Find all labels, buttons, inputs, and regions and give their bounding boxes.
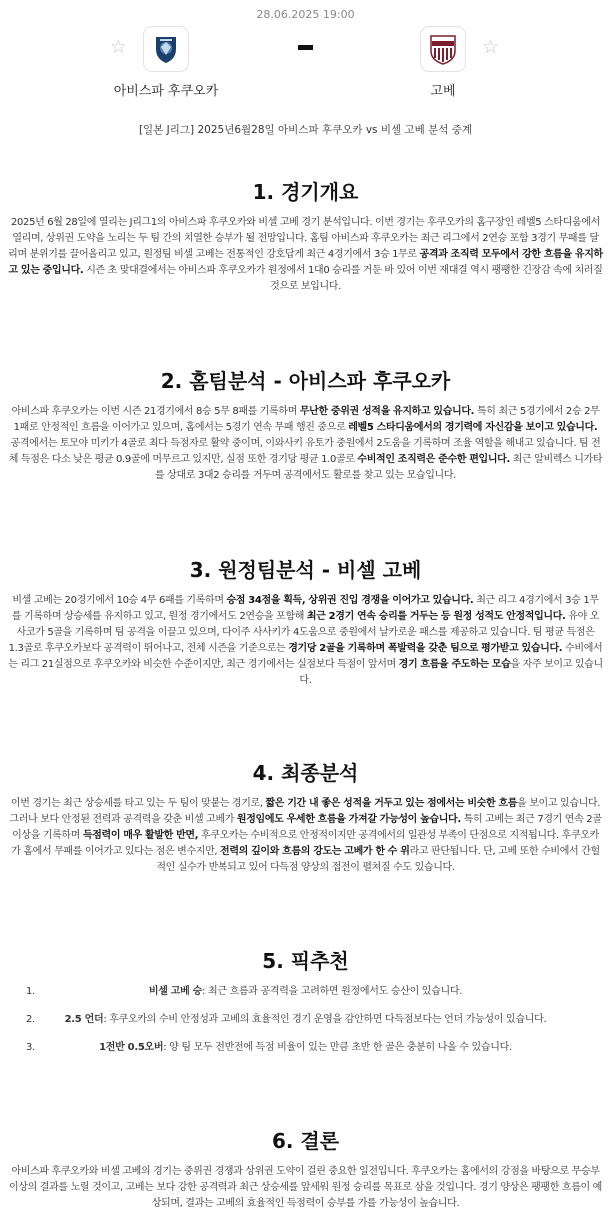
emphasis-text: 전력의 깊이와 흐름의 강도는 고베가 한 수 위	[220, 846, 410, 857]
body-text: 공격에서는 토모야 미키가 4골로 최다 득점자로 활약 중이며, 이와사키 유토가 중원에서 2도움을 기록하며 조율 역할을 해내고 있습니다. 팀 전체 득점은 다소 낮은 평균 0.9골에 머무르고 있지만, 실점 또한 경기당 평균 1.0골로	[8, 438, 601, 465]
emphasis-text: 짧은 기간 내 좋은 성적을 거두고 있는 점에서는 비슷한 흐름	[265, 798, 518, 809]
emphasis-text: 원정임에도 우세한 흐름을 가져갈 가능성이 높습니다.	[236, 814, 461, 825]
body-text: 최근 리그 4경기에서 3승 1무를 기록하며 상승세를 유지하고 있고, 원정 경기에서도 2연승을 포함해	[11, 595, 599, 622]
body-text: 비셀 고베는 20경기에서 10승 4무 6패를 기록하며	[12, 595, 227, 606]
pick-number: 3.	[26, 1042, 35, 1053]
section-away-analysis	[8, 554, 603, 689]
home-team[interactable]	[91, 26, 241, 99]
away-team-name: 고베	[430, 84, 456, 99]
section-overview	[8, 176, 603, 295]
emphasis-text: 득점력이 매우 활발한 반면,	[82, 830, 199, 841]
emphasis-text: 공격과 조직력 모두에서 강한 흐름을 유지하고 있는 중입니다.	[8, 249, 603, 276]
emphasis-text: 레벨5 스타디움에서의 경기력에 자신감을 보이고 있습니다.	[348, 422, 598, 433]
pick-text: : 후쿠오카의 수비 안정성과 고베의 효율적인 경기 운영을 감안하면 다득점보다는 언더 가능성이 있습니다.	[103, 1014, 547, 1025]
section-title: 2. 홈팀분석 - 아비스파 후쿠오카	[160, 369, 451, 393]
away-favorite-star-icon[interactable]: ☆	[482, 36, 500, 58]
body-text: 특히 최근 5경기에서 2승 2무 1패로 안정적인 흐름을 이어가고 있으며, 홈에서는 5경기 연속 무패 행진 중으로	[13, 406, 600, 433]
body-text: 수비에서는 리그 21실점으로 후쿠오카와 비슷한 수준이지만, 최근 경기에서는 실점보다 득점이 앞서며	[8, 643, 603, 670]
section-title: 5. 픽추천	[262, 949, 349, 973]
section-title: 1. 경기개요	[252, 180, 359, 204]
emphasis-text: 무난한 중위권 성적을 유지하고 있습니다.	[299, 406, 475, 417]
home-team-name: 아비스파 후쿠오카	[113, 84, 219, 99]
home-favorite-star-icon[interactable]: ☆	[110, 36, 128, 58]
emphasis-text: 경기 흐름을 주도하는 모습	[398, 659, 511, 670]
body-text: 이번 경기는 최근 상승세를 타고 있는 두 팀이 맞붙는 경기로,	[10, 798, 266, 809]
pick-text: : 양 팀 모두 전반전에 득점 비율이 있는 만큼 초반 한 골은 충분히 나올 수 있습니다.	[163, 1042, 512, 1053]
pick-label: 비셀 고베 승	[148, 986, 203, 997]
avispa-crest-icon	[150, 33, 182, 65]
body-text: 을 자주 보이고 있습니다.	[299, 659, 603, 686]
home-team-logo	[143, 26, 189, 72]
section-title: 4. 최종분석	[252, 761, 359, 785]
body-text: 최근 알비렉스 니가타를 상대로 3대2 승리를 거두며 공격에서도 활로를 찾고 있는 모습입니다.	[155, 454, 603, 481]
pick-item	[8, 984, 603, 1012]
section-conclusion	[8, 1125, 603, 1212]
body-text: 2025년 6월 28일에 열리는 J리그1의 아비스파 후쿠오카와 비셀 고베 경기 분석입니다. 이번 경기는 후쿠오카의 홈구장인 레벨5 스타디움에서 열리며, 상위권 도약을 노리는 두 팀 간의 치열한 승부가 될 전망입니다. 홈팀 아비스파 후쿠오카는 최근 리그에서 2연승 포함 3경기 무패를 달리며 분위기를 끌어올리고 있고, 원정팀 비셀 고베는 전통적인 강호답게 최근 4경기에서 3승 1무로	[8, 217, 600, 260]
section-body	[8, 593, 603, 689]
emphasis-text: 최근 2경기 연속 승리를 거두는 등 원정 성적도 안정적입니다.	[306, 611, 566, 622]
body-text: 특히 고베는 최근 7경기 연속 2골 이상을 기록하며	[12, 814, 602, 841]
section-home-analysis	[8, 365, 603, 484]
pick-item	[8, 1040, 603, 1068]
section-body	[8, 796, 603, 876]
section-picks	[8, 945, 603, 1068]
body-text: 후쿠오카는 수비적으로 안정적이지만 공격에서의 일관성 부족이 단점으로 지적됩니다. 후쿠오카가 홈에서 무패를 이어가고 있다는 점은 변수지만,	[11, 830, 599, 857]
emphasis-text: 경기당 2골을 기록하며 폭발력을 갖춘 팀으로 평가받고 있습니다.	[288, 643, 563, 654]
body-text: 시즌 초 맞대결에서는 아비스파 후쿠오카가 원정에서 1대0 승리를 거둔 바 있어 이번 재대결 역시 팽팽한 긴장감 속에 치러질 것으로 보입니다.	[83, 265, 603, 292]
section-final-analysis	[8, 757, 603, 876]
section-title: 3. 원정팀분석 - 비셀 고베	[189, 558, 422, 582]
body-text: 아비스파 후쿠오카와 비셀 고베의 경기는 중위권 경쟁과 상위권 도약이 걸린 중요한 일전입니다. 후쿠오카는 홈에서의 강점을 바탕으로 무승부 이상의 결과를 노릴 것이고, 고베는 보다 강한 공격력과 최근 상승세를 앞세워 원정 승리를 목표로 삼을 것입니다. 경기 양상은 팽팽한 흐름이 예상되며, 결과는 고베의 효율적인 득점력이 승부를 가를 가능성이 높습니다.	[9, 1166, 602, 1209]
away-team-logo	[420, 26, 466, 72]
vissel-crest-icon	[428, 33, 458, 65]
score-separator	[298, 45, 313, 50]
pick-number: 2.	[26, 1014, 35, 1025]
pick-number: 1.	[26, 986, 35, 997]
body-text: 유야 오사코가 5골을 기록하며 팀 공격을 이끌고 있으며, 다이주 사사키가 4도움으로 중원에서 날카로운 패스를 제공하고 있습니다. 팀 평균 득점은 1.3골로 후쿠오카보다 공격력이 뛰어나고, 전체 시즌을 기준으로는	[8, 611, 600, 654]
pick-text: : 최근 흐름과 공격력을 고려하면 원정에서도 승산이 있습니다.	[202, 986, 463, 997]
section-body	[8, 404, 603, 484]
pick-label: 1전반 0.5오버	[99, 1042, 164, 1053]
article-subtitle: [일본 J리그] 2025년6월28일 아비스파 후쿠오카 vs 비셀 고베 분석 중계	[138, 124, 473, 136]
section-body	[8, 215, 603, 295]
body-text: 아비스파 후쿠오카는 이번 시즌 21경기에서 8승 5무 8패를 기록하며	[11, 406, 300, 417]
match-date: 28.06.2025 19:00	[256, 8, 355, 21]
body-text: 을 보이고 있습니다. 그러나 보다 안정된 전력과 공격력을 갖춘 비셀 고베가	[9, 798, 601, 825]
emphasis-text: 승점 34점을 획득, 상위권 진입 경쟁을 이어가고 있습니다.	[226, 595, 474, 606]
picks-list	[8, 984, 603, 1068]
pick-item	[8, 1012, 603, 1040]
emphasis-text: 수비적인 조직력은 준수한 편입니다.	[357, 454, 510, 465]
pick-label: 2.5 언더	[64, 1014, 104, 1025]
body-text: 라고 판단됩니다. 단, 고베 또한 수비에서 간헐적인 실수가 반복되고 있어 다득점 양상의 접전이 펼쳐질 수도 있습니다.	[156, 846, 600, 873]
section-body	[8, 1164, 603, 1212]
section-title: 6. 결론	[271, 1129, 340, 1153]
